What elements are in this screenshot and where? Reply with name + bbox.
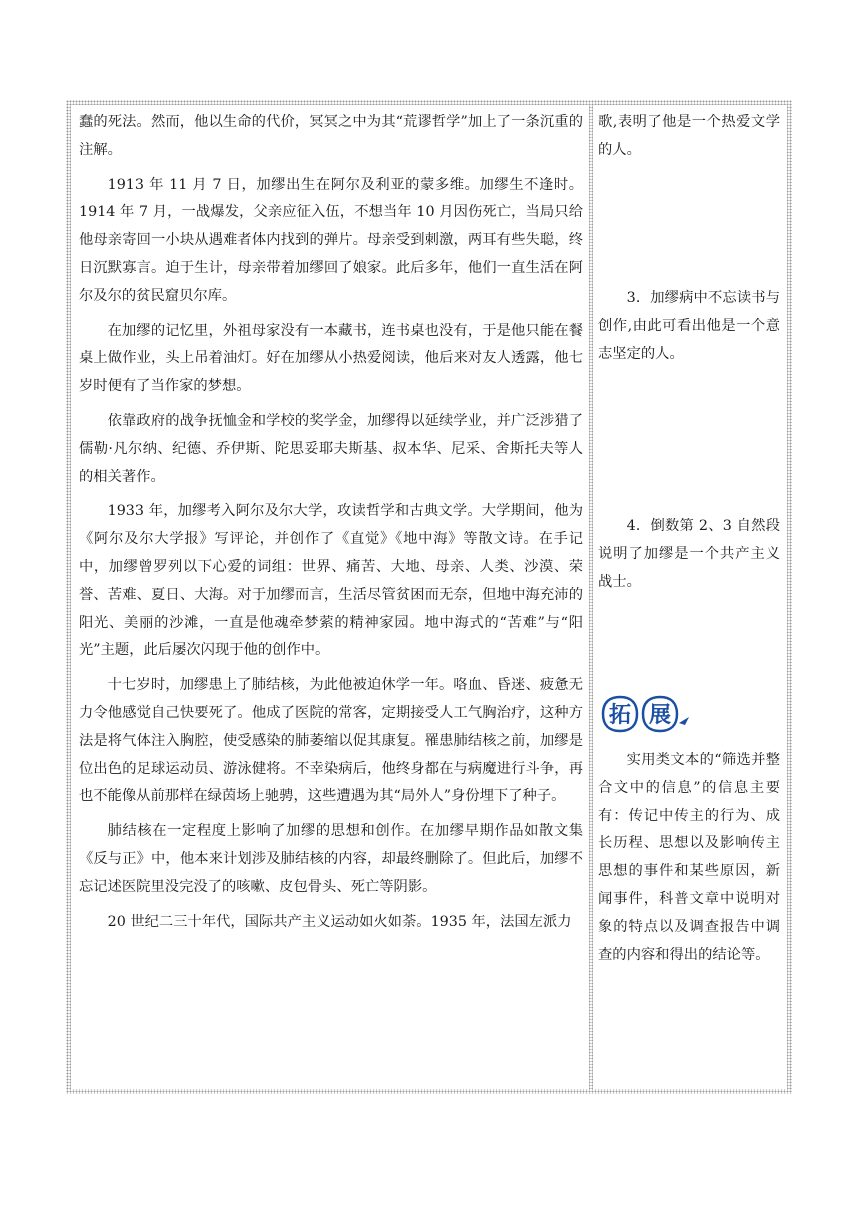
note-4: 4．倒数第 2、3 自然段说明了加缪是一个共产主义战士。 [598, 518, 780, 590]
paragraph-8: 20 世纪二三十年代，国际共产主义运动如火如荼。1935 年，法国左派力 [107, 913, 572, 930]
paragraph-1: 蠢的死法。然而，他以生命的代价，冥冥之中为其“荒谬哲学”加上了一条沉重的注解。 [79, 114, 583, 158]
extension-badge-char-1: 拓 [608, 702, 632, 728]
extension-text: 实用类文本的“筛选并整合文中的信息”的信息主要有：传记中传主的行为、成长历程、思想以及影响传主思想的事件和某些原因，新闻事件，科普文章中说明对象的特点以及调查报告中调查的内容和得出的结论等。 [598, 752, 780, 963]
paragraph-6: 十七岁时，加缪患上了肺结核，为此他被迫休学一年。咯血、昏迷、疲惫无力令他感觉自己快要死了。他成了医院的常客，定期接受人工气胸治疗，这种方法是将气体注入胸腔，使受感染的肺萎缩以促其康复。罹患肺结核之前，加缪是位出色的足球运动员、游泳健将。不幸染病后，他终身都在与病魔进行斗争，再也不能像从前那样在绿茵场上驰骋，这些遭遇为其“局外人”身份埋下了种子。 [79, 677, 583, 805]
note-3: 3．加缪病中不忘读书与创作,由此可看出他是一个意志坚定的人。 [598, 290, 780, 362]
note-2-continuation: 歌,表明了他是一个热爱文学的人。 [598, 114, 780, 158]
extension-badge-char-2: 展 [648, 702, 672, 728]
paragraph-2: 1913 年 11 月 7 日，加缪出生在阿尔及利亚的蒙多维。加缪生不逢时。1914 年 7 月，一战爆发，父亲应征入伍，不想当年 10 月因伤死亡，当局只给他母亲寄回一小块从遇难者体内找到的弹片。母亲受到刺激，两耳有些失聪，终日沉默寡言。迫于生计，母亲带着加缪回了娘家。此后多年，他们一直生活在阿尔及尔的贫民窟贝尔库。 [79, 176, 583, 304]
paragraph-5: 1933 年，加缪考入阿尔及尔大学，攻读哲学和古典文学。大学期间，他为《阿尔及尔大学报》写评论，并创作了《直觉》《地中海》等散文诗。在手记中，加缪曾罗列以下心爱的词组：世界、痛苦、大地、母亲、人类、沙漠、荣誉、苦难、夏日、大海。对于加缪而言，生活尽管贫困而无奈，但地中海充沛的阳光、美丽的沙滩，一直是他魂牵梦萦的精神家园。地中海式的“苦难”与“阳光”主题，此后屡次闪现于他的创作中。 [79, 503, 583, 659]
paragraph-7: 肺结核在一定程度上影响了加缪的思想和创作。在加缪早期作品如散文集《反与正》中，他本来计划涉及肺结核的内容，却最终删除了。但此后，加缪不忘记述医院里没完没了的咳嗽、皮包骨头、死亡等阴影。 [79, 823, 583, 895]
paragraph-4: 依靠政府的战争抚恤金和学校的奖学金，加缪得以延续学业，并广泛涉猎了儒勒·凡尔纳、纪德、乔伊斯、陀思妥耶夫斯基、叔本华、尼采、舍斯托夫等人的相关著作。 [79, 412, 583, 485]
extension-badge-icon [599, 693, 699, 735]
annotation-column [593, 105, 787, 1089]
page-frame [66, 100, 792, 1094]
paragraph-3: 在加缪的记忆里，外祖母家没有一本藏书，连书桌也没有，于是他只能在餐桌上做作业，头上吊着油灯。好在加缪从小热爱阅读，他后来对友人透露，他七岁时便有了当作家的梦想。 [79, 322, 583, 395]
main-text-column [71, 105, 589, 1089]
